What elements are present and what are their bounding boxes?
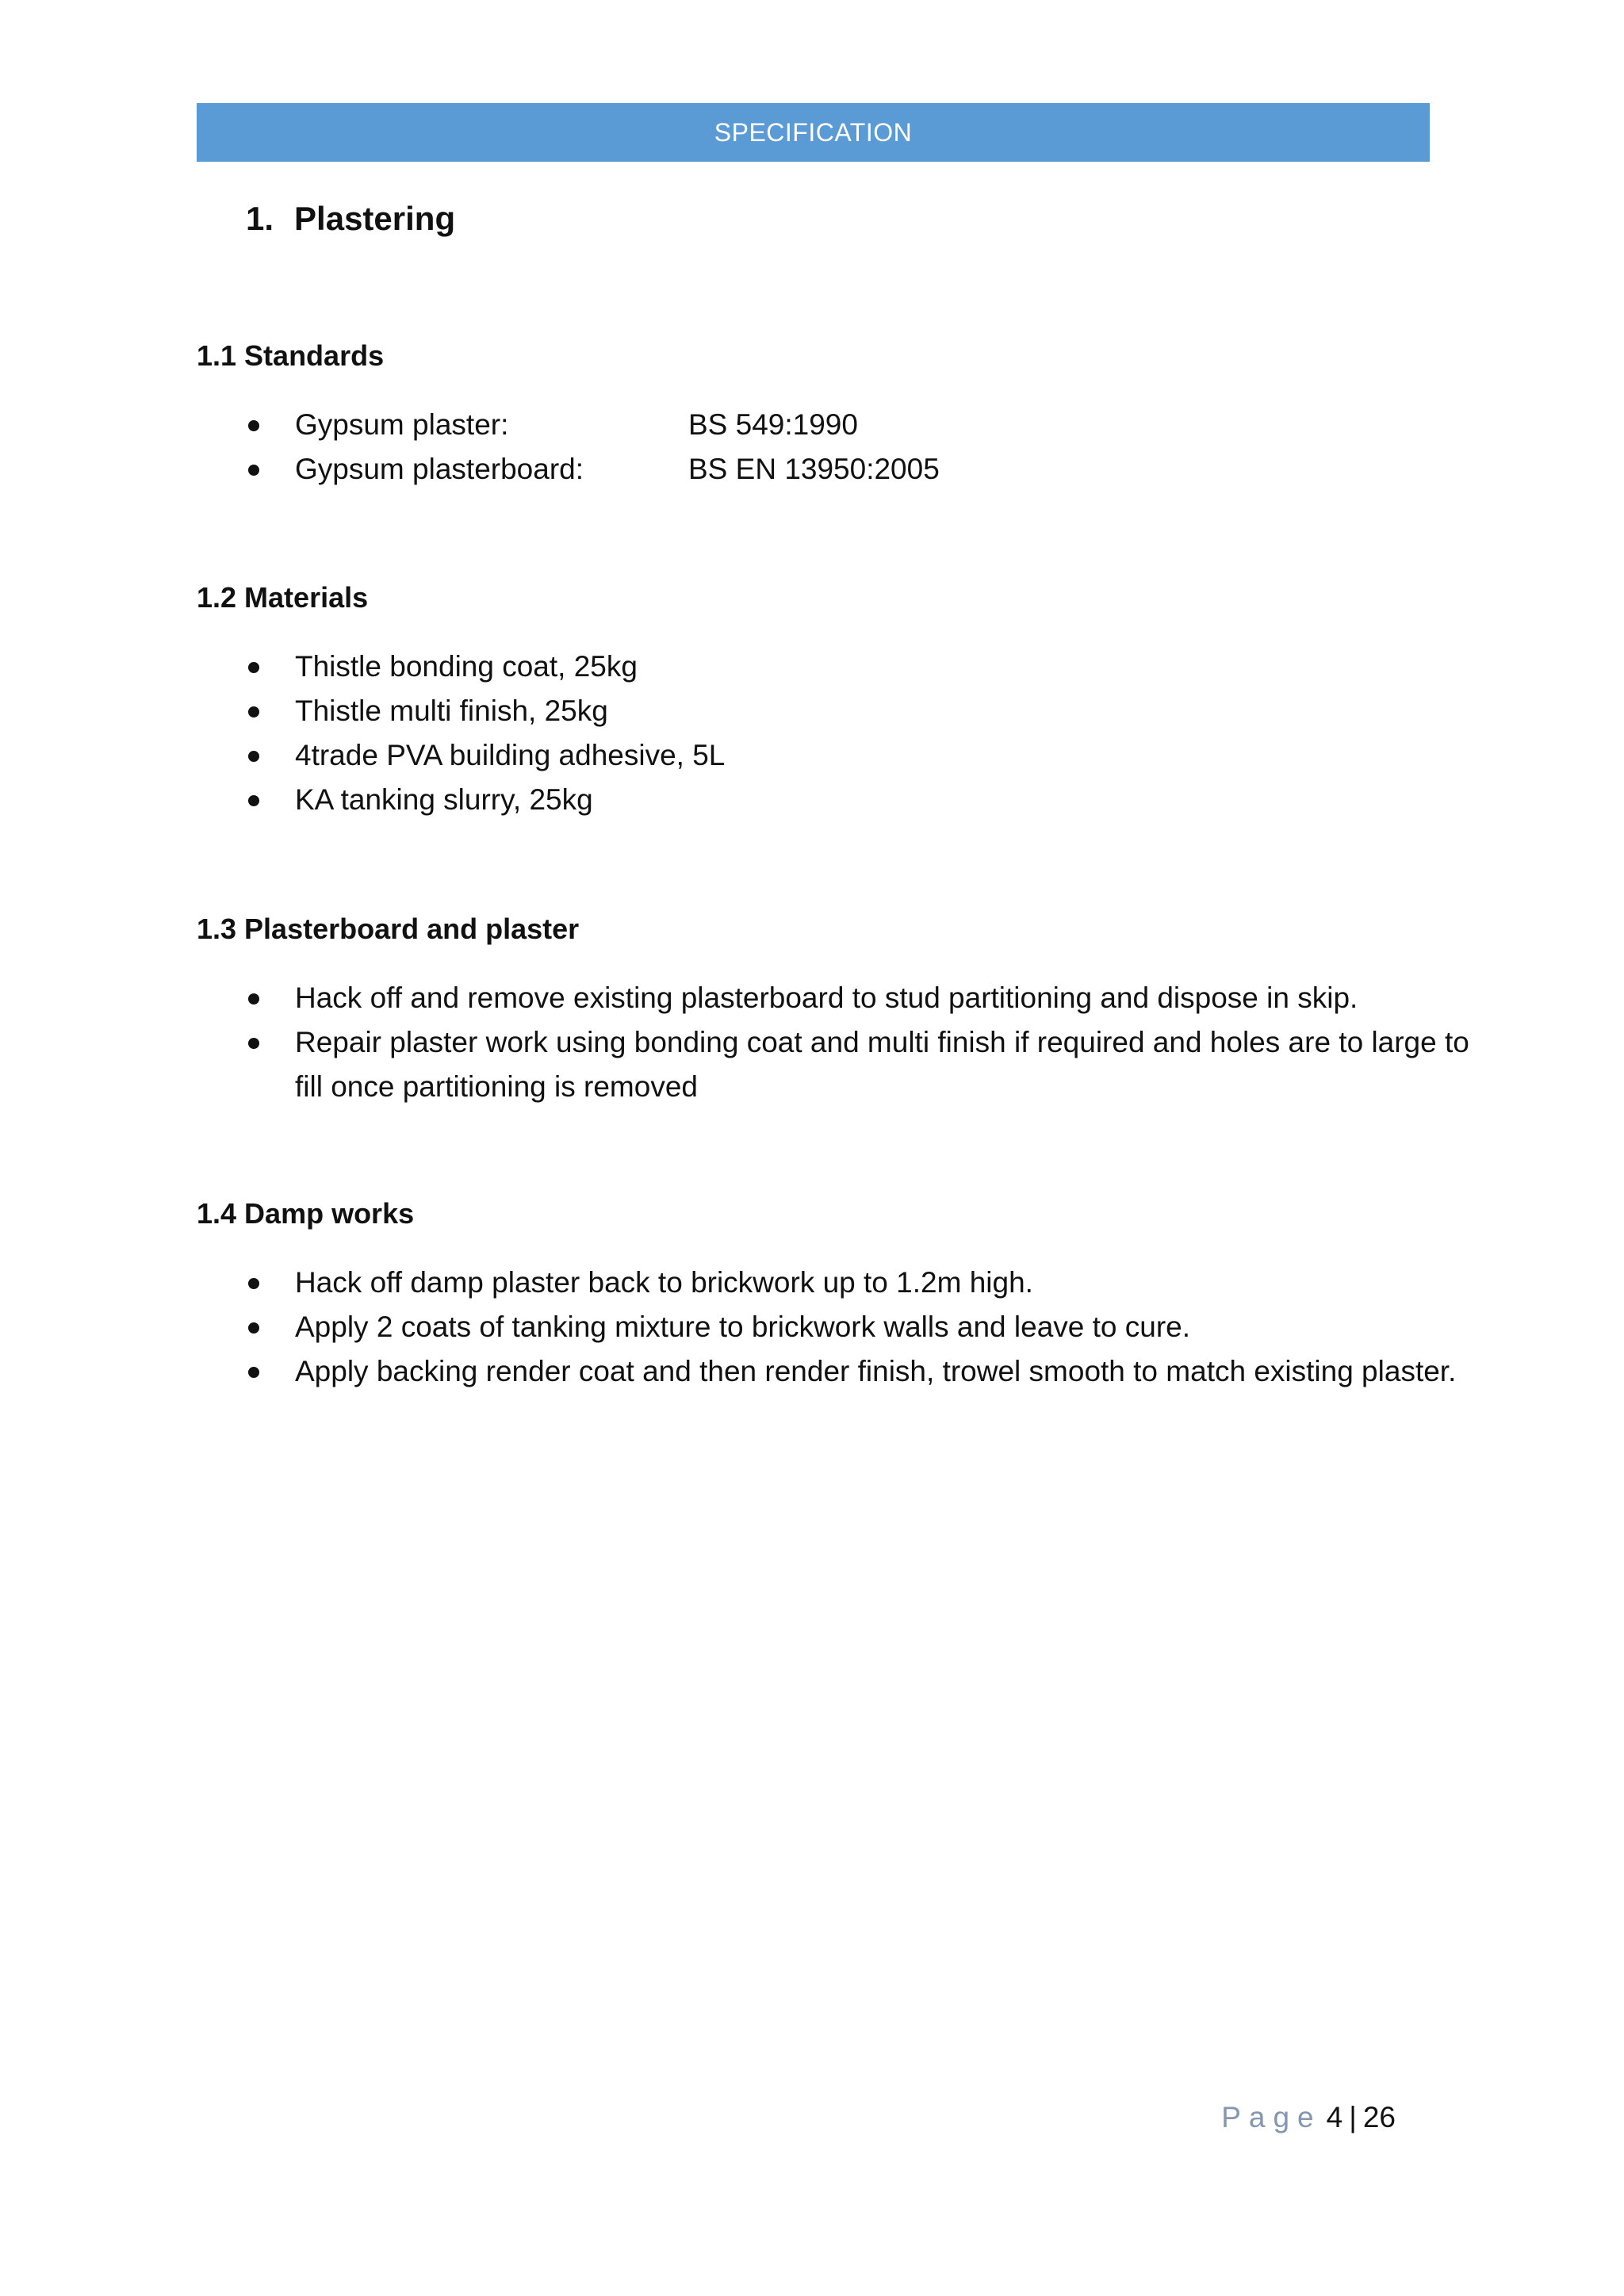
section-heading-damp-works: 1.4 Damp works — [197, 1197, 415, 1230]
list-item — [246, 778, 1477, 822]
bullet-icon — [248, 1278, 259, 1289]
bullet-icon — [248, 1322, 259, 1334]
chapter-heading — [246, 200, 455, 238]
list-item-text: Repair plaster work using bonding coat and multi finish if required and holes are to large to fill once partitioning is removed — [295, 1026, 1469, 1103]
chapter-number: 1. — [246, 200, 274, 237]
list-item — [246, 1349, 1477, 1394]
chapter-title: Plastering — [294, 200, 456, 237]
bullet-icon — [248, 465, 259, 476]
bullet-icon — [248, 1038, 259, 1049]
list-item — [246, 447, 1477, 492]
list-item — [246, 645, 1477, 689]
header-title: SPECIFICATION — [714, 117, 913, 147]
current-page-number: 4 — [1326, 2101, 1343, 2133]
list-item-text: Apply backing render coat and then render finish, trowel smooth to match existing plaster. — [295, 1355, 1457, 1387]
section-heading-standards: 1.1 Standards — [197, 339, 385, 372]
list-item-text: KA tanking slurry, 25kg — [295, 783, 593, 816]
standard-label: Gypsum plaster: — [295, 408, 509, 441]
list-item — [246, 1020, 1477, 1109]
section-heading-materials: 1.2 Materials — [197, 581, 369, 614]
bullet-icon — [248, 662, 259, 673]
bullet-icon — [248, 993, 259, 1004]
list-item — [246, 403, 1477, 447]
bullet-icon — [248, 795, 259, 806]
standard-label: Gypsum plasterboard: — [295, 453, 584, 485]
bullet-icon — [248, 420, 259, 431]
standard-value: BS 549:1990 — [688, 408, 858, 441]
standard-value: BS EN 13950:2005 — [688, 453, 940, 485]
page-footer — [1221, 2101, 1396, 2134]
list-item — [246, 1261, 1477, 1305]
list-item-text: Apply 2 coats of tanking mixture to brickwork walls and leave to cure. — [295, 1311, 1191, 1343]
list-item — [246, 733, 1477, 778]
list-item — [246, 1305, 1477, 1349]
list-item-text: Hack off and remove existing plasterboard to stud partitioning and dispose in skip. — [295, 982, 1358, 1014]
list-item-text: 4trade PVA building adhesive, 5L — [295, 739, 726, 771]
materials-list — [246, 645, 1477, 822]
bullet-icon — [248, 1367, 259, 1378]
header-bar — [197, 103, 1430, 162]
section-heading-plasterboard: 1.3 Plasterboard and plaster — [197, 913, 580, 945]
standards-list — [246, 403, 1477, 492]
list-item — [246, 976, 1477, 1020]
bullet-icon — [248, 751, 259, 762]
damp-works-list — [246, 1261, 1477, 1394]
page-separator: | — [1349, 2101, 1357, 2133]
page-label: Page — [1221, 2101, 1322, 2133]
plasterboard-list — [246, 976, 1477, 1109]
bullet-icon — [248, 706, 259, 718]
list-item-text: Thistle multi finish, 25kg — [295, 695, 608, 727]
list-item — [246, 689, 1477, 733]
total-pages: 26 — [1362, 2101, 1396, 2133]
list-item-text: Thistle bonding coat, 25kg — [295, 650, 638, 683]
list-item-text: Hack off damp plaster back to brickwork up to 1.2m high. — [295, 1266, 1033, 1299]
